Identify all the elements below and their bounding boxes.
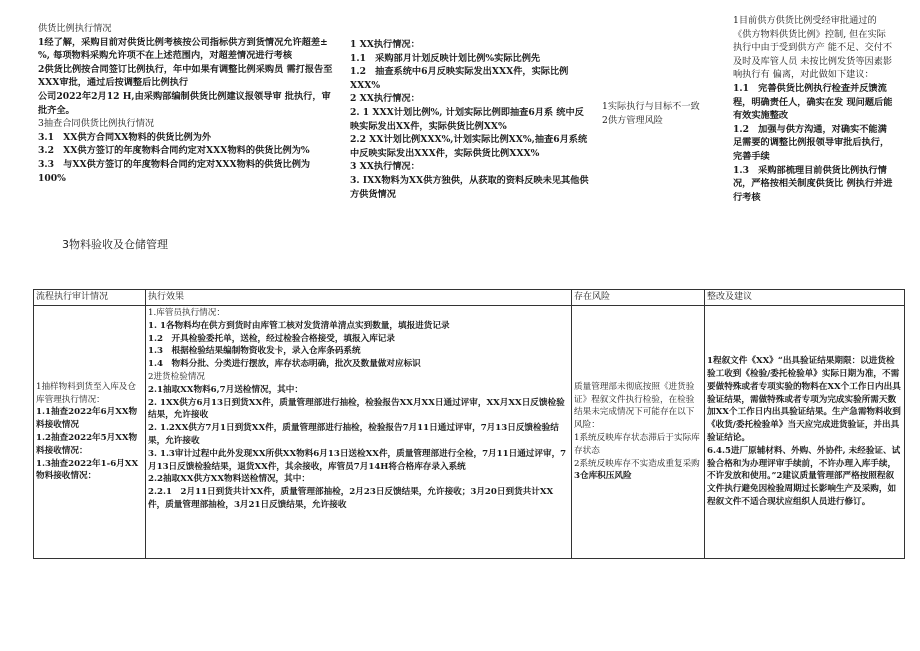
audit-table bbox=[33, 289, 905, 559]
col4-line: 1.1 完善供货比例执行检查并反馈流程，明确责任人，确实在发 现问题后能有效实施整改 bbox=[733, 82, 893, 122]
header-rectification: 整改及建议 bbox=[705, 290, 905, 306]
cell-line: 1.库管员执行情况： bbox=[148, 308, 225, 318]
cell-line: 1.4 物料分批、分类进行摆放，库存状态明确，批次及数量做对应标识 bbox=[148, 359, 421, 370]
col1-line: 供货比例执行情况 bbox=[38, 23, 112, 34]
table-row bbox=[34, 306, 905, 559]
col4-line: 1.2 加强与供方沟通，对确实不能满足需要的调整比例报领导审批后执行，完善手续 bbox=[733, 123, 890, 162]
cell-line: 2.2抽取XX供方XX物料送检情况，其中： bbox=[148, 474, 310, 485]
col1-line: 3.3 与XX供方签订的年度物料合同约定对XXX物料的供货比例为 100% bbox=[38, 158, 311, 184]
col1-line: 3.1 XX供方合同XX物料的供货比例为外 bbox=[38, 131, 212, 143]
cell-line: 1.1抽查2022年6月XX物料接收情况 bbox=[36, 407, 138, 431]
cell-line: 2.2.1 2月11日到货共计XX件，质量管理部抽检，2月23日反馈结果，允许接收；3月20日到货共计XX件，质量管理部抽检，3月21日反馈结果，允许接收 bbox=[148, 487, 554, 510]
col2-line: 1 XX执行情况： bbox=[350, 39, 420, 50]
cell-risks bbox=[572, 306, 705, 559]
col1-line: 3.2 XX供方签订的年度物料合同约定对XXX物料的供货比例为% bbox=[38, 145, 310, 157]
col2-line: 2.2 XX计划比例XXX%,计划实际比例XX%,抽查6月系统中反映实际发出XXX件，实际供货比例XXX% bbox=[350, 134, 588, 159]
col4-line: 1目前供方供货比例受经审批通过的《供方物料供货比例》控制, 但在实际执行中由于受到供方产 能不足、交付不及时及库管人员 未按比例发货等因素影响执行有 偏离，对此做如下建议： bbox=[733, 15, 893, 81]
cell-line: 2. 1XX供方6月13日到货XX件，质量管理部进行抽检，检验报告XX月XX日通过评审，XX月XX日反馈检验结果，允许接收 bbox=[148, 397, 565, 421]
cell-line: 质量管理部未彻底按照《进货验证》程叙文件执行检验，在检验结果未完成情况下可能存在以下风险： bbox=[574, 381, 695, 431]
cell-line: 6.4.5进厂原辅材料、外购、外协件, 未经验证、试验合格和为办理评审手续前，不许办理入库手续，不许发放和使用。”2建议质量管理部严格按照程叙文件执行避免因检验周期过长影响生产及采购，如程叙文件不适合现状应组织人员进行修订。 bbox=[707, 445, 901, 507]
col1-line: 2供货比例按合同签订比例执行，年中如果有调整比例采购员 需打报告至XXX审批，通过后按调整后比例执行 bbox=[38, 63, 333, 89]
cell-line: 2.1抽取XX物料6,7月送检情况，其中： bbox=[148, 384, 303, 395]
col1-line: 3抽查合同供货比例执行情况 bbox=[38, 118, 155, 130]
col2-line: 1.2 抽查系统中6月反映实际发出XXX件，实际比例XXX% bbox=[350, 66, 569, 91]
cell-line: 1抽样物料到货至入库及仓库管理执行情况： bbox=[36, 381, 136, 405]
cell-line: 1.3抽查2022年1-6月XX物料接收情况： bbox=[36, 458, 139, 482]
col2-line: 3. IXX物料为XX供方独供，从获取的资料反映未见其他供方供货情况 bbox=[350, 174, 589, 200]
cell-rectification bbox=[705, 306, 905, 559]
cell-line: 1.2抽查2022年5月XX物料接收情况： bbox=[36, 433, 138, 456]
col1-line: 1经了解，采购目前对供货比例考核按公司指标供方到货情况允许超差±%, 每项物料采购允许项不在上述范围内，对超差情况进行考核 bbox=[38, 36, 328, 62]
col2-line: 2 XX执行情况： bbox=[350, 93, 420, 105]
cell-line: 3仓库积压风险 bbox=[574, 471, 632, 482]
top-column-execution-status bbox=[350, 38, 590, 201]
section-title: 3物料验收及仓储管理 bbox=[62, 238, 168, 251]
header-risks: 存在风险 bbox=[572, 290, 705, 306]
cell-line: 2进货检验情况 bbox=[148, 371, 206, 382]
col1-line: 公司2022年2月12 H,由采购部编制供货比例建议报领导审 批执行，审批齐全。 bbox=[38, 90, 331, 116]
header-execution-effect: 执行效果 bbox=[146, 290, 572, 306]
col4-line: 1.3 采购部梳理目前供货比例执行情况，严格按相关制度供货比 例执行并进行考核 bbox=[733, 164, 893, 203]
cell-line: 1系统反映库存状态滞后于实际库存状态 bbox=[574, 433, 700, 456]
header-process-audit: 流程执行审计情况 bbox=[34, 290, 146, 306]
cell-line: 1.2 开具检验委托单，送检，经过检验合格接受，填报入库记录 bbox=[148, 333, 395, 344]
cell-line: 3. 1.3审计过程中此外发现XX所供XX物料6月13日送检XX件，质量管理部进行全检，7月11日通过评审，7月13日反馈检验结果，退货XX件，其余接收，库管员7月14H将合格库存录入系统 bbox=[148, 448, 567, 472]
cell-line: 1.3 根据检验结果编制物资收发卡，录入仓库条码系统 bbox=[148, 346, 361, 357]
col2-line: 1.1 采购部月计划反映计划比例%实际比例先 bbox=[350, 52, 541, 64]
cell-line: 1. 1各物料均在供方到货时由库管工核对发货清单清点实到数量，填报进货记录 bbox=[148, 320, 450, 331]
col2-line: 3 XX执行情况： bbox=[350, 161, 420, 173]
cell-process-audit bbox=[34, 306, 146, 559]
cell-execution-effect bbox=[146, 306, 572, 559]
col2-line: 2. 1 XXX计划比例%, 计划实际比例即抽查6月系 统中反映实际发出XX件，实际供货比例XX% bbox=[350, 106, 584, 132]
table-header-row bbox=[34, 290, 905, 306]
cell-line: 2. 1.2XX供方7月1日到货XX件，质量管理部进行抽检，检验报告7月11日通过评审，7月13日反馈检验结果，允许接收 bbox=[148, 423, 559, 446]
top-column-ratio-execution bbox=[38, 22, 338, 185]
col3-line: 1实际执行与目标不一致 bbox=[602, 101, 700, 112]
top-column-suggestions bbox=[733, 14, 893, 204]
top-column-risks bbox=[602, 100, 706, 127]
cell-line: 1程叙文件《XX》“出具验证结果期限：以进货检验工收到《检验/委托检验单》实际日期为准，不需要做特殊或者专项实验的物料在XX个工作日内出具验证结果，需做特殊或者专项为完成实验所需天数加XX个工作日内出具验证结果。生产急需物料收到《收货/委托检验单》当天应完成进货验证，并出具验证结论。 bbox=[707, 356, 901, 443]
col3-line: 2供方管理风险 bbox=[602, 114, 663, 126]
cell-line: 2系统反映库存不实造成重复采购 bbox=[574, 458, 700, 469]
